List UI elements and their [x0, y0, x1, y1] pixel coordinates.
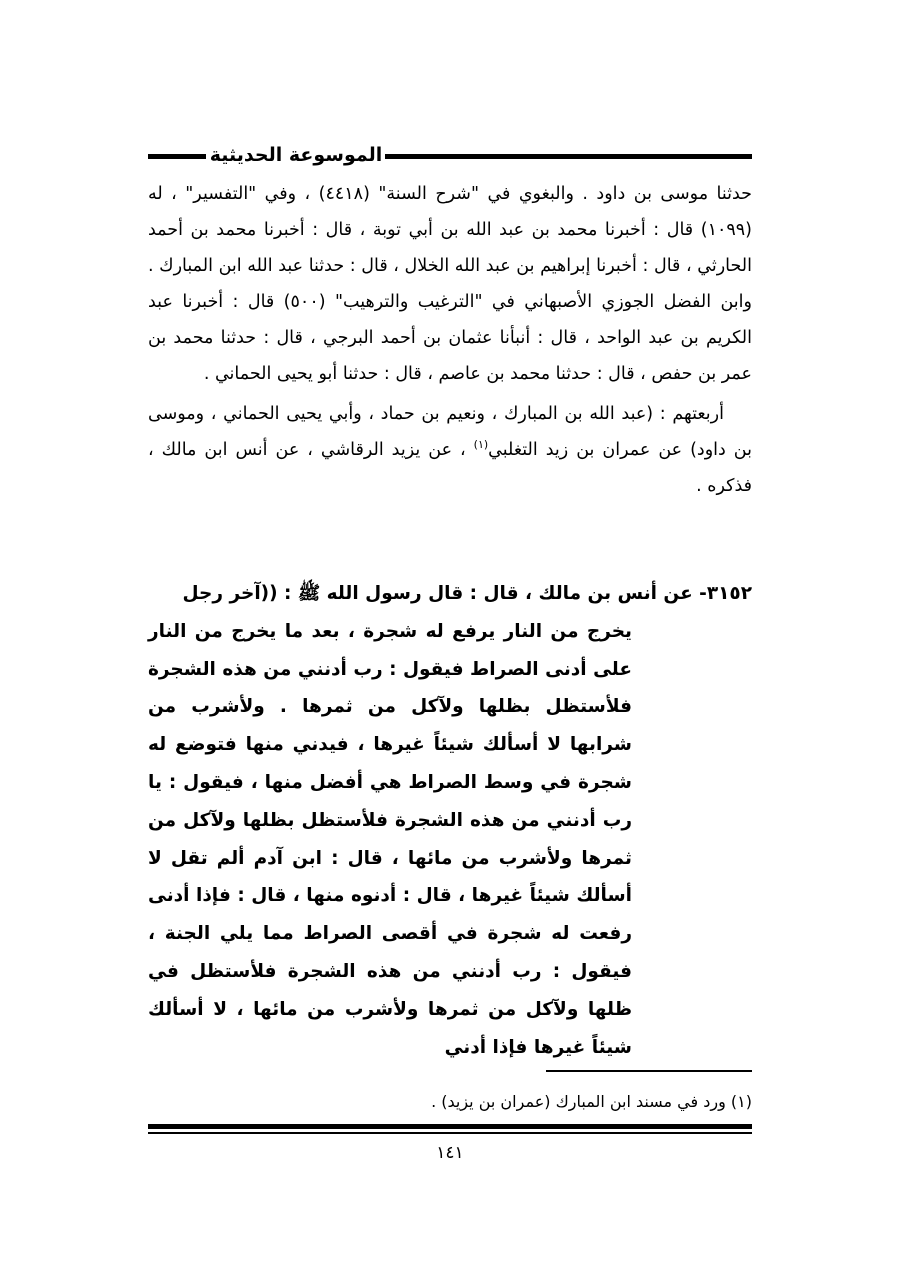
hadith-text: يخرج من النار يرفع له شجرة ، بعد ما يخرج من النار على أدنى الصراط فيقول : رب أدنني من هذه الشجرة فلأستظل بظلها ولآكل من ثمرها . ولأشرب من شرابها لا أسألك شيئاً غيرها ، فيدني منها فتوضع له شجرة في وسط الصراط هي أفضل منها ، فيقول : يا رب أدنني من هذه الشجرة فلأستظل بظلها ولآكل من ثمرها ولأشرب من مائها ، قال : ابن آدم ألم تقل لا أسألك شيئاً غيرها ، قال : أدنوه منها ، قال : فإذا أدنى رفعت له شجرة في أقصى الصراط مما يلي الجنة ، فيقول : رب أدنني من هذه الشجرة فلأستظل في ظلها ولآكل من ثمرها ولأشرب من مائها ، لا أسألك شيئاً غيرها فإذا أدني [148, 620, 632, 1058]
footnote: (١) ورد في مسند ابن المبارك (عمران بن يزيد) . [431, 1092, 752, 1111]
header-rule-left [148, 154, 206, 159]
running-header [148, 140, 752, 170]
hadith-first-line: ٣١٥٢- عن أنس بن مالك ، قال : قال رسول الله ﷺ : ((آخر رجل [182, 583, 752, 604]
footer-rule-thick [148, 1124, 752, 1129]
paragraph-sources: حدثنا موسى بن داود . والبغوي في "شرح السنة" (٤٤١٨) ، وفي "التفسير" ، له (١٠٩٩) قال : أخبرنا محمد بن عبد الله بن أبي توبة ، قال : أخبرنا محمد بن أحمد الحارثي ، قال : أخبرنا إبراهيم بن عبد الله الخلال ، قال : حدثنا عبد الله ابن المبارك . وابن الفضل الجوزي الأصبهاني في "الترغيب والترهيب" (٥٠٠) قال : أخبرنا عبد الكريم بن عبد الواحد ، قال : أنبأنا عثمان بن أحمد البرجي ، قال : حدثنا محمد بن عمر بن حفص ، قال : حدثنا محمد بن عاصم ، قال : حدثنا أبو يحيى الحماني . [148, 184, 753, 384]
hadith-block [148, 575, 752, 1066]
paragraph-chain-part-a: أربعتهم : (عبد الله بن المبارك ، ونعيم بن حماد ، وأبي يحيى الحماني ، وموسى بن داود) عن عمران بن زيد التغلبي [148, 404, 752, 460]
footnote-reference[interactable]: (١) [473, 438, 489, 452]
body-text [148, 176, 752, 504]
paragraph-chain-part-b: ، عن يزيد الرقاشي ، عن أنس ابن مالك ، فذكره . [148, 440, 752, 496]
footnote-separator [546, 1070, 752, 1072]
header-title: الموسوعة الحديثية [209, 144, 383, 166]
footer-rule-thin [148, 1132, 752, 1134]
header-rule-right [385, 154, 752, 159]
paragraph-chain [148, 396, 752, 504]
page-number: ١٤١ [436, 1143, 464, 1163]
